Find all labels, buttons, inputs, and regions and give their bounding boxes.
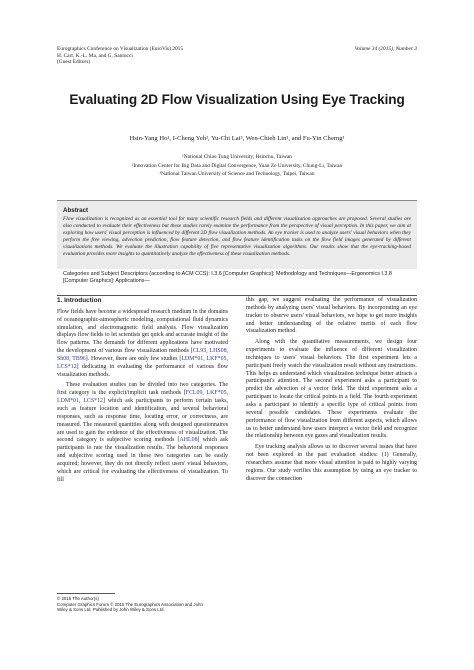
paragraph-text: Eye tracking analysis allows us to discover several issues that have not been explored in the past evaluation studies: (1) Generally, researchers assume that more visual attention is paid to highly varying regions. Our study verifies this assumption by using an eye tracker to discover the connection xyxy=(246,444,417,482)
affiliation-3: ³National Taiwan University of Science and Technology, Taipei, Taiwan xyxy=(159,171,315,178)
left-column xyxy=(57,297,228,487)
citation-link[interactable]: FCL09, LKF*05, LDM*01, LCS*12 xyxy=(57,390,229,405)
paragraph-text: this gap, we suggest evaluating the performance of visualization methods by analyzing users' visual behaviors. By incorporating an eye tracker to observe users' visual behaviors, we hope to get more insights and better understanding of the relative merits of each flow visualization method. xyxy=(246,297,417,335)
body-paragraph xyxy=(246,297,417,336)
paragraph-text: ] dedicating in evaluating the performance of various flow visualization methods. xyxy=(57,363,228,378)
section-heading-introduction: 1. Introduction xyxy=(57,297,102,304)
left-paragraphs xyxy=(57,309,228,485)
citation-link[interactable]: AHL08 xyxy=(179,437,198,444)
affiliation-2: ²Innovation Center for Big Data and Digital Convergence, Yuan Ze University, Chung-Li, Taiwan xyxy=(131,162,343,169)
conference-header xyxy=(57,46,183,66)
paragraph-text: Along with the quantitative measurements, we design four experiments to evaluate the influence of different visualization techniques to users' visual behaviors. The first experiment lets a participant freely watch the visualization result without any instructions. This helps us understand which visualization technique better attracts a participant's attention. The second experiment asks a participant to predict the advection of a vector field. The third experiment asks a participant to locate the critical points in a field. The fourth experiment asks a participant to identify a specific type of critical points from several possible candidates. These experiments evaluate the performance of flow visualization from different aspects, which allows us to better understand how users interpret a vector field and recognize the relationship between eye gazes and visualization results. xyxy=(246,339,417,440)
paragraph-text: ] which ask participants to rate the visualization results. The behavioral responses and subjective scoring used in these two categories can be easily acquired; however, they do not directly reflect users' visual behaviors, which are critical for evaluating the effectiveness of visualization. To fill xyxy=(57,437,229,483)
footer-line-3: Wiley & Sons Ltd. Published by John Wiley & Sons Ltd. xyxy=(57,607,165,613)
paragraph-text: ]. However, there are only few studies [ xyxy=(85,355,182,362)
body-paragraph xyxy=(246,339,417,441)
conference-line: Eurographics Conference on Visualization (EuroVis) 2015 xyxy=(57,46,184,52)
paragraph-text: ] which ask participants to perform certain tasks, such as feature location and identification, and several behavioral responses, such as response time, locating error, or correctness, are measured. The measured quantities along with designed questionnaires are used to gain the evidence of the effectiveness of visualization. The second category is subjective scoring methods [ xyxy=(57,398,228,444)
ccs-categories: Categories and Subject Descriptors (according to ACM CCS): I.3.6 [Computer Graphics]: Methodology and Techniques—Ergonomics I.3.8 [Computer Graphics]: Applications— xyxy=(63,271,392,285)
citation-link[interactable]: CL93, LHS08, Sh08, TB96 xyxy=(57,348,228,362)
author-list: Hsin-Yang Ho¹, I-Cheng Yeh², Yu-Chi Lai³, Wen-Chieh Lin¹, and Fu-Yin Cherng¹ xyxy=(129,135,345,142)
abstract-heading: Abstract xyxy=(63,207,89,214)
volume-header: Volume 34 (2015), Number 3 xyxy=(354,46,417,52)
affiliation-1: ¹National Chiao Tung University, Hsinchu, Taiwan xyxy=(182,154,292,160)
paragraph-text: Flow fields have become a widespread research medium in the domains of oceanographic-atmospheric modeling, computational fluid dynamics simulation, and electromagnetic field analysis. Flow visualization displays flow fields to let scientists get quick and accurate insight of the flow patterns. The demands for different applications have motivated the development of various flow visualization methods [ xyxy=(57,308,228,355)
abstract-box xyxy=(57,200,417,269)
affiliations xyxy=(0,153,474,179)
section-divider xyxy=(57,295,417,296)
body-paragraph xyxy=(57,382,228,484)
copyright-footer xyxy=(57,593,228,613)
paragraph-text: These evaluation studies can be divided into two categories. The first category is the explicit/implicit task methods [ xyxy=(57,382,228,397)
abstract-text: Flow visualization is recognized as an essential tool for many scientific research fields and different visualization approaches are proposed. Several studies are also conducted to evaluate their effectiveness but these studies rarely examine the performance from the perspective of visual perception. In this paper, we aim at exploring how users' visual perception is influenced by different 2D flow visualization methods. An eye tracker is used to analyze users' visual behaviors when they perform the free viewing, advection prediction, flow feature detection, and flow feature identification tasks on the flow field images generated by different visualizations methods. We evaluate the illustration capability of five representative visualization algorithms. Our results show that the eye-tracking-based evaluation provides more insights to quantitatively analyze the effectiveness of these visualization methods. xyxy=(63,216,411,257)
footer-line-2: Computer Graphics Forum © 2015 The Eurographics Association and John xyxy=(57,601,203,607)
right-column xyxy=(246,297,417,486)
editors-line: H. Carr, K.-L. Ma, and G. Santucci xyxy=(57,52,133,59)
body-paragraph xyxy=(246,444,417,483)
citation-link[interactable]: LDM*01, LKF*05, LCS*12 xyxy=(57,355,228,370)
footer-line-1: © 2015 The Author(s) xyxy=(57,596,99,601)
guest-editors-line: (Guest Editors) xyxy=(57,59,91,66)
footer-rule xyxy=(57,593,115,594)
paper-title: Evaluating 2D Flow Visualization Using Eye Tracking xyxy=(69,92,405,107)
right-paragraphs xyxy=(246,297,417,483)
body-paragraph xyxy=(57,309,228,380)
